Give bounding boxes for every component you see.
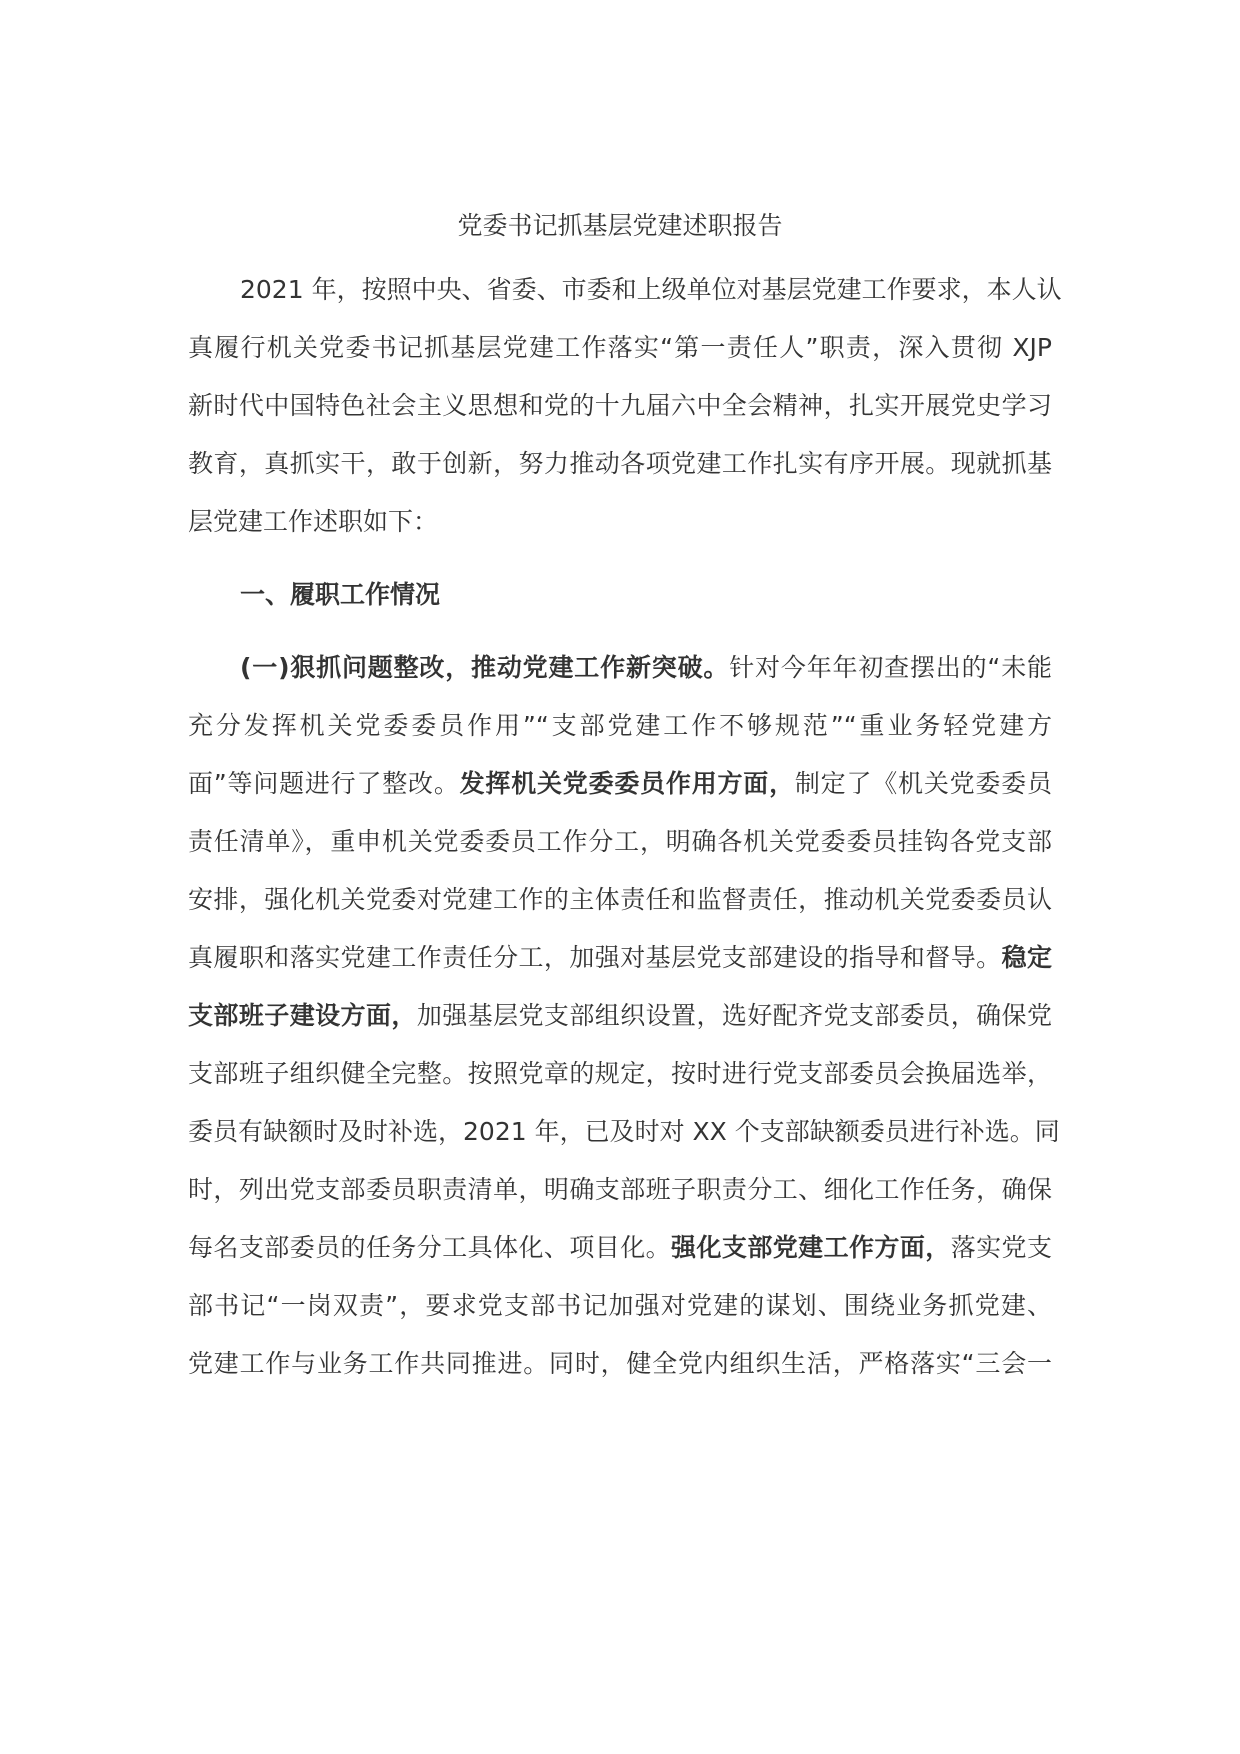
subsection-text: 每名支部委员的任务分工具体化、项目化。 xyxy=(188,1233,672,1262)
subsection-line-9: 委员有缺额时及时补选，2021 年，已及时对 XX 个支部缺额委员进行补选。同 xyxy=(188,1117,1060,1146)
subsection-line-5: 安排，强化机关党委对党建工作的主体责任和监督责任，推动机关党委委员认 xyxy=(188,885,1052,914)
inline-bold-heading: 强化支部党建工作方面， xyxy=(671,1233,951,1262)
intro-line-2: 真履行机关党委书记抓基层党建工作落实“第一责任人”职责，深入贯彻 XJP xyxy=(188,333,1052,362)
subsection-line-4: 责任清单》，重申机关党委委员工作分工，明确各机关党委委员挂钩各党支部 xyxy=(188,827,1052,856)
subsection-line-3 xyxy=(188,764,1052,804)
inline-bold-heading: 稳定 xyxy=(1001,943,1052,972)
subsection-text: 制定了《机关党委委员 xyxy=(794,769,1052,798)
subsection-line-12: 部书记“一岗双责”，要求党支部书记加强对党建的谋划、围绕业务抓党建、 xyxy=(188,1291,1052,1320)
subsection-line-10: 时，列出党支部委员职责清单，明确支部班子职责分工、细化工作任务，确保 xyxy=(188,1175,1052,1204)
subsection-line-2: 充分发挥机关党委委员作用”“支部党建工作不够规范”“重业务轻党建方 xyxy=(188,711,1052,740)
document-title: 党委书记抓基层党建述职报告 xyxy=(457,211,783,240)
subsection-text: 针对今年年初查摆出的“未能 xyxy=(729,653,1053,682)
intro-line-5: 层党建工作述职如下： xyxy=(188,507,439,536)
subsection-text: 面”等问题进行了整改。 xyxy=(188,769,460,798)
subsection-line-8: 支部班子组织健全完整。按照党章的规定，按时进行党支部委员会换届选举， xyxy=(188,1059,1052,1088)
subsection-line-6 xyxy=(188,938,1052,978)
intro-line-4: 教育，真抓实干，敢于创新，努力推动各项党建工作扎实有序开展。现就抓基 xyxy=(188,449,1052,478)
subsection-line-7 xyxy=(188,996,1052,1036)
subsection-heading: (一)狠抓问题整改，推动党建工作新突破。 xyxy=(240,653,730,682)
intro-line-1: 2021 年，按照中央、省委、市委和上级单位对基层党建工作要求，本人认 xyxy=(240,275,1062,304)
inline-bold-heading: 支部班子建设方面， xyxy=(188,1001,417,1030)
inline-bold-heading: 发挥机关党委委员作用方面， xyxy=(459,769,795,798)
section-heading: 一、履职工作情况 xyxy=(240,580,441,609)
subsection-text: 真履职和落实党建工作责任分工，加强对基层党支部建设的指导和督导。 xyxy=(188,943,1002,972)
subsection-text: 加强基层党支部组织设置，选好配齐党支部委员，确保党 xyxy=(416,1001,1052,1030)
intro-line-3: 新时代中国特色社会主义思想和党的十九届六中全会精神，扎实开展党史学习 xyxy=(188,391,1052,420)
subsection-line-1 xyxy=(240,648,1052,688)
subsection-line-11 xyxy=(188,1228,1052,1268)
subsection-line-13: 党建工作与业务工作共同推进。同时，健全党内组织生活，严格落实“三会一 xyxy=(188,1349,1052,1378)
subsection-text: 落实党支 xyxy=(950,1233,1052,1262)
